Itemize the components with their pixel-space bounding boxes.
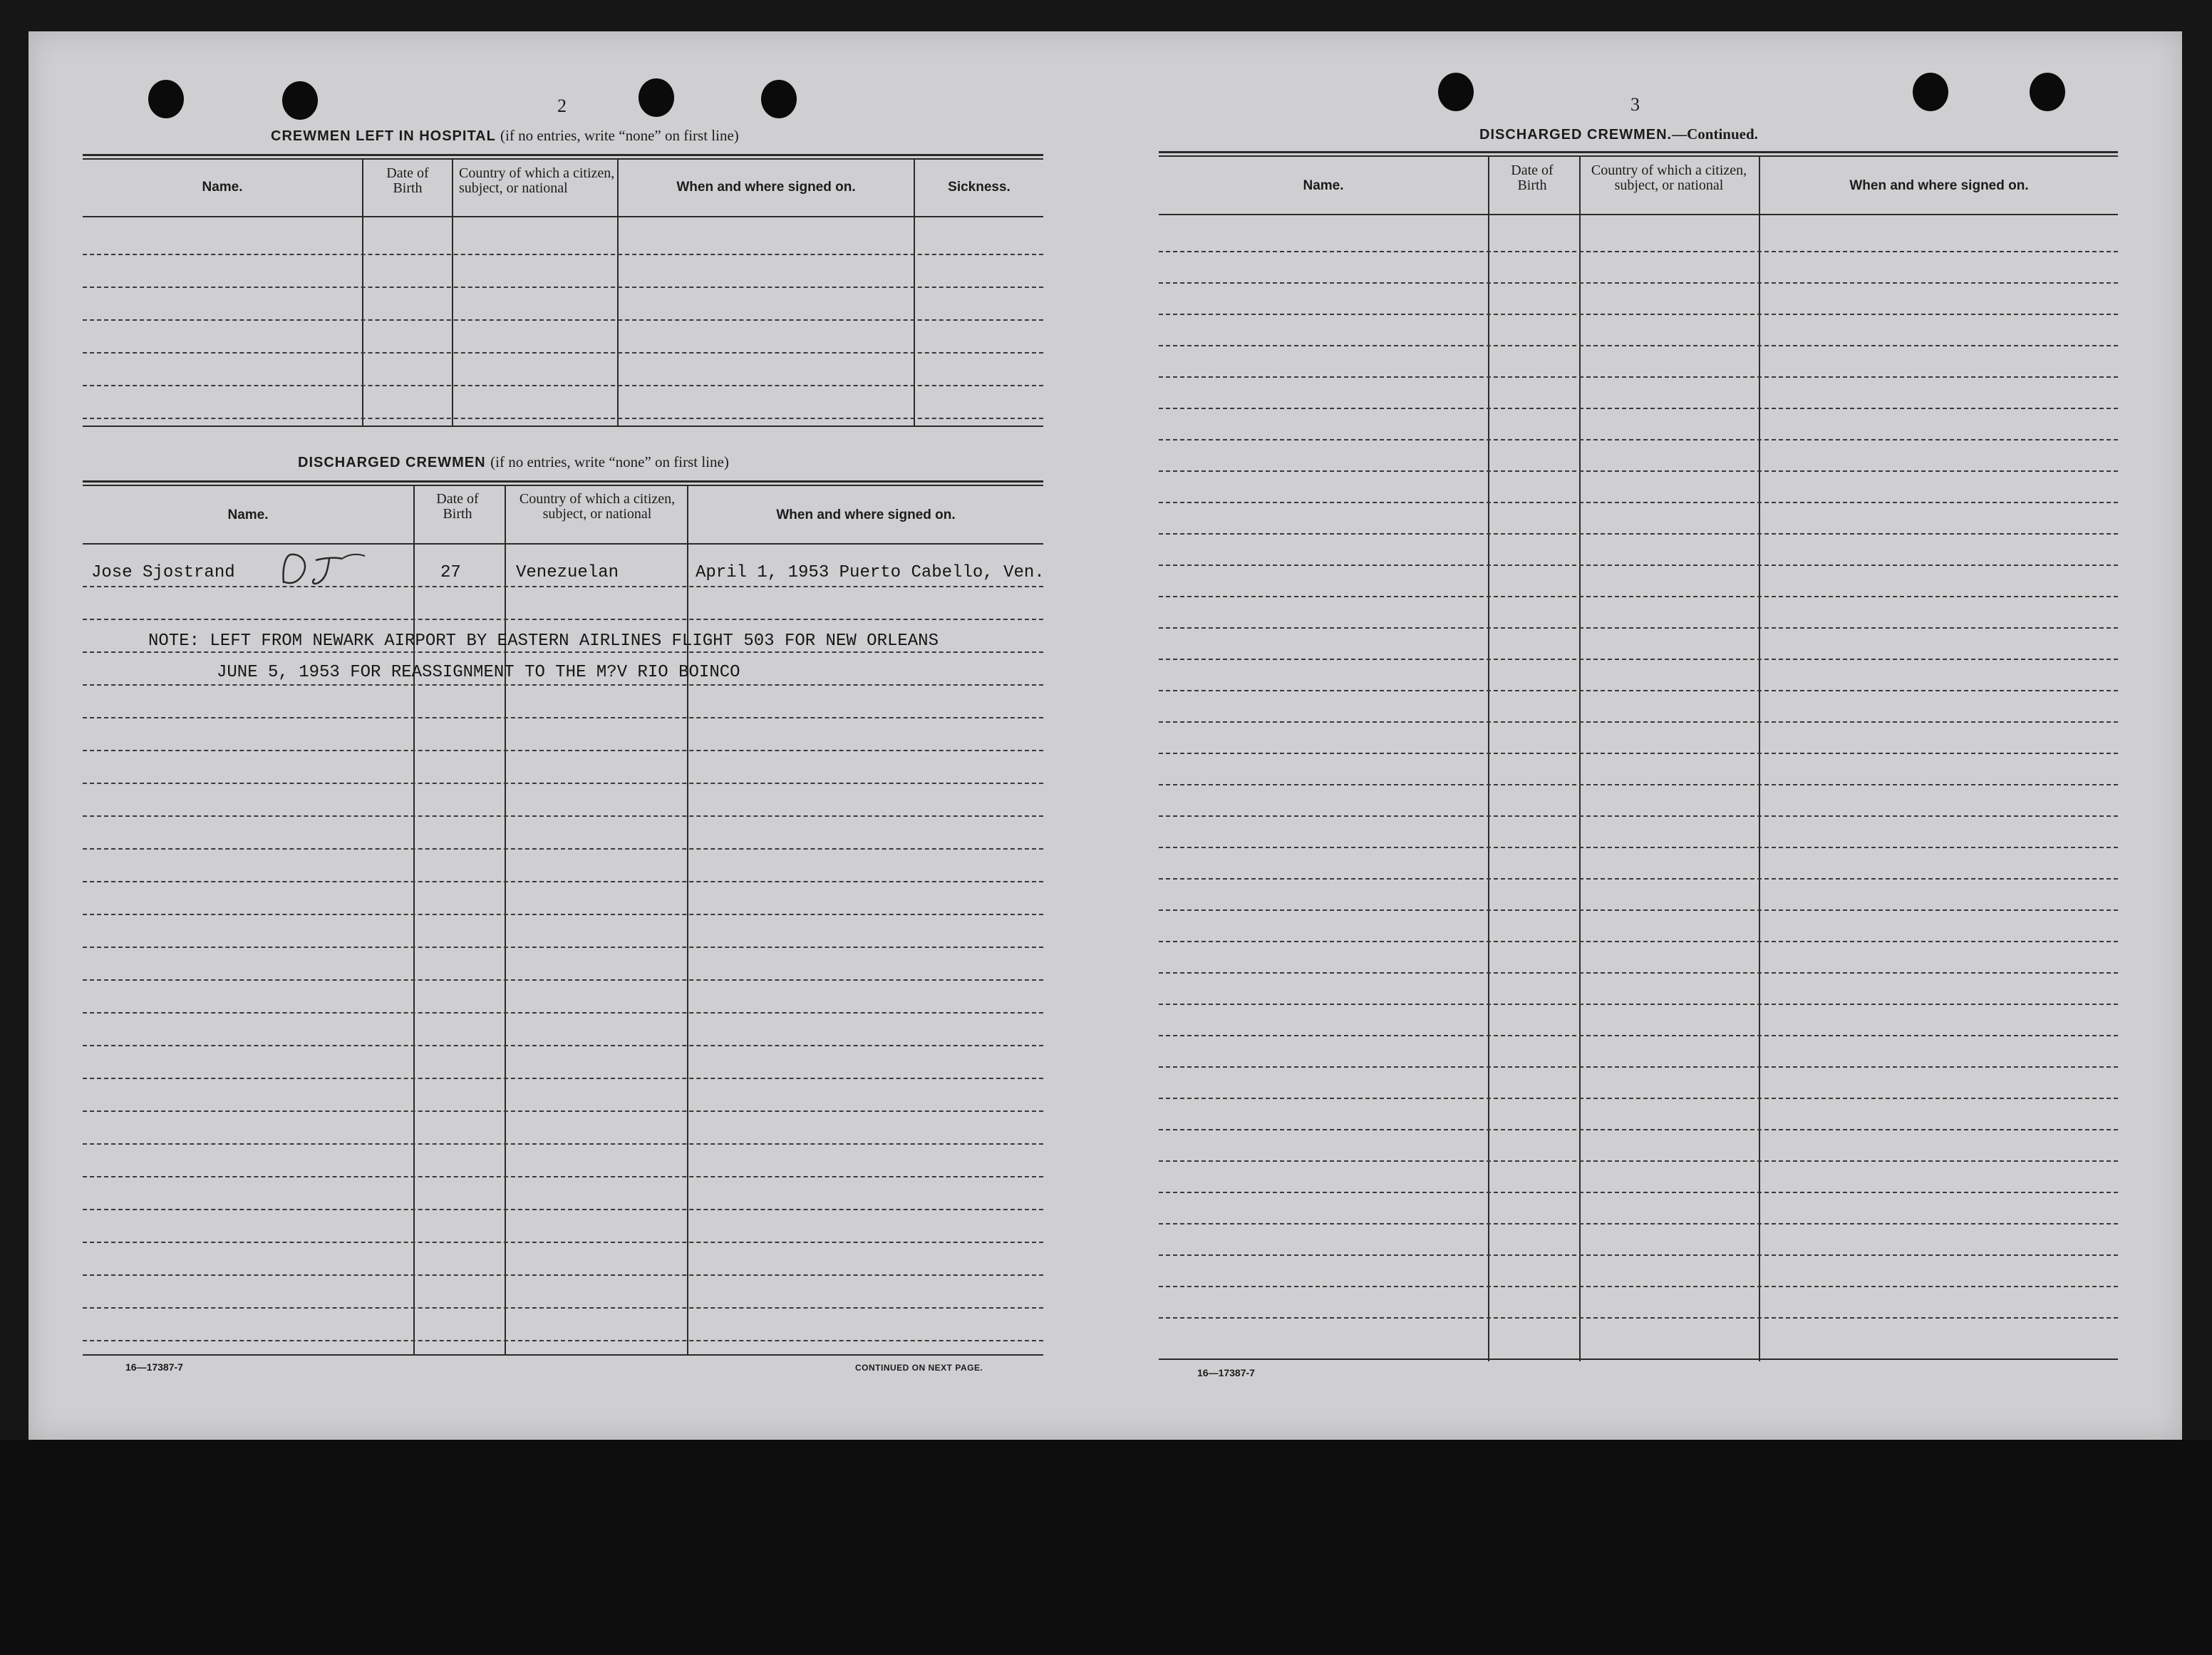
handwritten-initials <box>276 547 369 590</box>
discharged-row-line <box>83 914 1043 915</box>
right-row-line <box>1159 972 2118 974</box>
right-row-line <box>1159 533 2118 535</box>
right-row-line <box>1159 345 2118 346</box>
right-col-divider <box>1488 155 1489 1361</box>
right-col-divider <box>1759 155 1760 1361</box>
right-bottom-rule <box>1159 1358 2118 1360</box>
right-row-line <box>1159 470 2118 472</box>
hospital-row-line <box>83 287 1043 288</box>
discharged-row-line <box>83 1274 1043 1276</box>
note-line-2: JUNE 5, 1953 FOR REASSIGNMENT TO THE M?V RIO BOINCO <box>217 663 740 682</box>
hospital-top-rule <box>83 154 1043 156</box>
right-header-name: Name. <box>1303 178 1344 193</box>
right-row-line <box>1159 408 2118 409</box>
right-header-country: Country of which a citizen, subject, or national <box>1591 163 1747 193</box>
right-row-line <box>1159 1192 2118 1193</box>
hospital-row-line <box>83 352 1043 354</box>
page-number-left: 2 <box>557 96 567 116</box>
discharged-row-line <box>83 947 1043 948</box>
right-row-line <box>1159 721 2118 723</box>
right-row-line <box>1159 627 2118 629</box>
discharged-row-line <box>83 1110 1043 1112</box>
right-header-rule <box>1159 214 2118 215</box>
hospital-header-sickness: Sickness. <box>948 180 1011 195</box>
right-row-line <box>1159 659 2118 660</box>
hospital-header-country: Country of which a citizen, subject, or national <box>459 165 615 196</box>
right-row-line <box>1159 1004 2118 1005</box>
hospital-top-rule-2 <box>83 158 1043 160</box>
right-row-line <box>1159 564 2118 566</box>
discharged-top-rule-2 <box>83 485 1043 486</box>
discharged-header-name: Name. <box>227 507 269 522</box>
hospital-row-line <box>83 385 1043 386</box>
right-row-line <box>1159 815 2118 817</box>
punch-hole <box>148 80 184 118</box>
hospital-row-line <box>83 418 1043 419</box>
discharged-row-line <box>83 1307 1043 1309</box>
right-row-line <box>1159 753 2118 754</box>
hospital-header-dob: Date of Birth <box>386 165 429 196</box>
punch-hole <box>639 78 674 117</box>
discharged-bottom-rule <box>83 1354 1043 1356</box>
right-row-line <box>1159 941 2118 942</box>
discharged-title-text: DISCHARGED CREWMEN <box>298 455 486 470</box>
discharged-row-line <box>83 1340 1043 1341</box>
discharged-row-line <box>83 1242 1043 1243</box>
right-row-line <box>1159 1160 2118 1162</box>
punch-hole <box>2030 73 2065 111</box>
hospital-row-line <box>83 254 1043 255</box>
discharged-row-line <box>83 1012 1043 1014</box>
crewman-name: Jose Sjostrand <box>91 563 235 582</box>
discharged-col-divider <box>505 485 506 1356</box>
continued-note: CONTINUED ON NEXT PAGE. <box>855 1363 983 1373</box>
discharged-col-divider <box>687 485 688 1356</box>
right-row-line <box>1159 1066 2118 1068</box>
discharged-section-title <box>298 453 729 471</box>
discharged-row-line <box>83 586 1043 587</box>
right-header-dob: Date of Birth <box>1511 163 1554 193</box>
crewman-signed-on: April 1, 1953 Puerto Cabello, Ven. <box>696 563 1045 582</box>
discharged-col-divider <box>413 485 415 1356</box>
hospital-bottom-rule <box>83 426 1043 427</box>
right-col-divider <box>1579 155 1581 1361</box>
right-title-text: DISCHARGED CREWMEN. <box>1479 127 1673 143</box>
discharged-row-line <box>83 848 1043 850</box>
right-row-line <box>1159 1317 2118 1319</box>
right-top-rule-2 <box>1159 155 2118 157</box>
discharged-row-line <box>83 619 1043 620</box>
right-row-line <box>1159 878 2118 880</box>
discharged-header-country: Country of which a citizen, subject, or national <box>519 491 676 522</box>
discharged-row-line <box>83 717 1043 718</box>
scanner-background <box>0 1440 2212 1655</box>
punch-hole <box>282 81 318 120</box>
hospital-section-title <box>271 127 739 145</box>
discharged-header-dob: Date of Birth <box>436 491 479 522</box>
right-row-line <box>1159 282 2118 284</box>
discharged-row-line <box>83 651 1043 653</box>
right-row-line <box>1159 1254 2118 1256</box>
hospital-header-name: Name. <box>202 180 243 195</box>
discharged-header-rule <box>83 543 1043 545</box>
right-row-line <box>1159 596 2118 597</box>
right-row-line <box>1159 251 2118 252</box>
hospital-row-line <box>83 319 1043 321</box>
right-row-line <box>1159 1129 2118 1130</box>
discharged-row-line <box>83 1176 1043 1177</box>
discharged-row-line <box>83 783 1043 784</box>
right-row-line <box>1159 1223 2118 1225</box>
document-sheet <box>29 31 2182 1440</box>
discharged-row-line <box>83 1045 1043 1046</box>
punch-hole <box>1438 73 1474 111</box>
crewman-date-of-birth: 27 <box>440 563 461 582</box>
hospital-title-text: CREWMEN LEFT IN HOSPITAL <box>271 128 496 144</box>
discharged-row-line <box>83 750 1043 751</box>
right-header-signed-on: When and where signed on. <box>1849 178 2029 193</box>
discharged-row-line <box>83 1078 1043 1079</box>
right-row-line <box>1159 784 2118 785</box>
note-line-1: NOTE: LEFT FROM NEWARK AIRPORT BY EASTERN AIRLINES FLIGHT 503 FOR NEW ORLEANS <box>148 631 939 651</box>
right-row-line <box>1159 847 2118 848</box>
form-number-right: 16—17387-7 <box>1197 1367 1255 1378</box>
punch-hole <box>761 80 797 118</box>
right-row-line <box>1159 314 2118 315</box>
discharged-instruction: (if no entries, write “none” on first line) <box>490 453 729 470</box>
punch-hole <box>1913 73 1948 111</box>
right-row-line <box>1159 439 2118 440</box>
discharged-header-signed-on: When and where signed on. <box>776 507 956 522</box>
right-section-title <box>1479 125 1758 143</box>
right-row-line <box>1159 376 2118 378</box>
crewman-country: Venezuelan <box>516 563 619 582</box>
right-top-rule <box>1159 151 2118 153</box>
right-row-line <box>1159 1098 2118 1099</box>
discharged-row-line <box>83 979 1043 981</box>
right-title-suffix: —Continued. <box>1672 125 1758 143</box>
hospital-header-rule <box>83 216 1043 217</box>
discharged-row-line <box>83 1209 1043 1210</box>
hospital-header-signed-on: When and where signed on. <box>676 180 856 195</box>
hospital-instruction: (if no entries, write “none” on first line) <box>500 127 739 144</box>
discharged-top-rule <box>83 480 1043 483</box>
form-number-left: 16—17387-7 <box>125 1361 183 1373</box>
right-row-line <box>1159 1286 2118 1287</box>
right-row-line <box>1159 909 2118 911</box>
discharged-row-line <box>83 815 1043 817</box>
discharged-row-line <box>83 684 1043 686</box>
right-row-line <box>1159 502 2118 503</box>
discharged-row-line <box>83 1143 1043 1145</box>
right-row-line <box>1159 1035 2118 1036</box>
right-row-line <box>1159 690 2118 691</box>
page-number-right: 3 <box>1630 94 1640 115</box>
discharged-row-line <box>83 881 1043 882</box>
